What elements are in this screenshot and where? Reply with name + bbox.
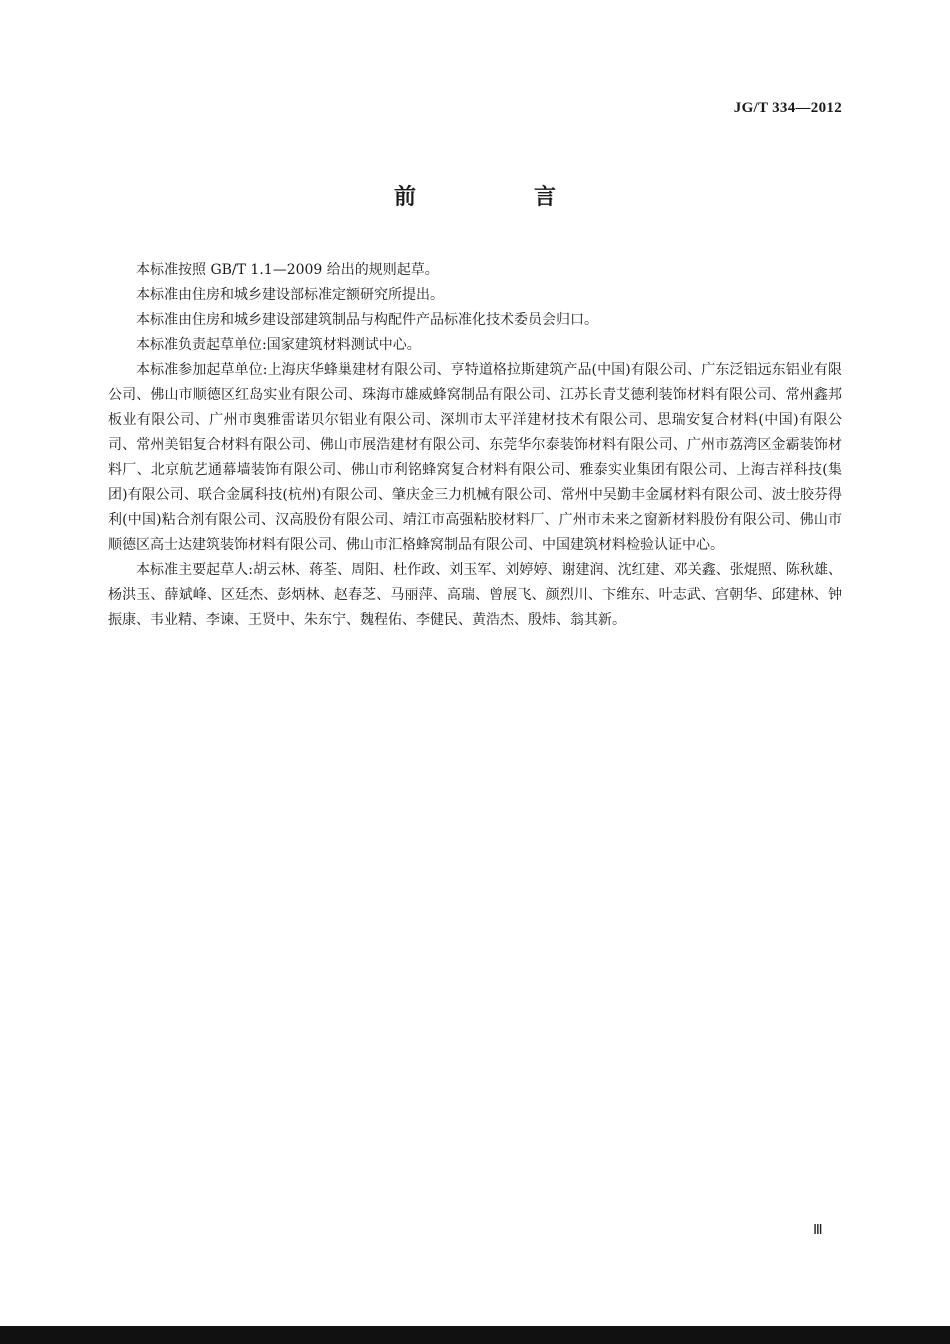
page-number: Ⅲ: [813, 1223, 823, 1238]
page-title: 前 言: [393, 185, 604, 210]
paragraph-centralizing-unit: 本标准由住房和城乡建设部建筑制品与构配件产品标准化技术委员会归口。: [136, 312, 598, 328]
paragraph-responsible-unit: 本标准负责起草单位:国家建筑材料测试中心。: [136, 337, 421, 353]
paragraph-proposer: 本标准由住房和城乡建设部标准定额研究所提出。: [136, 287, 444, 303]
standard-code: JG/T 334—2012: [733, 100, 842, 116]
bottom-border: [0, 1326, 950, 1344]
paragraph-main-drafters: 本标准主要起草人:胡云林、蒋荃、周阳、杜作政、刘玉军、刘婷婷、谢建润、沈红建、邓关鑫、张焜照、陈秋雄、杨洪玉、薛斌峰、区廷杰、彭炳林、赵春芝、马丽萍、高瑞、曾展飞、颜烈川、卞维东、叶志武、宫朝华、邱建林、钟振康、韦业精、李谏、王贤中、朱东宁、魏程佑、李健民、黄浩杰、殷炜、翁其新。: [108, 562, 842, 628]
foreword-body: [108, 258, 842, 633]
paragraph-drafting-rules: 本标准按照 GB/T 1.1—2009 给出的规则起草。: [136, 262, 439, 278]
paragraph-participating-units: 本标准参加起草单位:上海庆华蜂巢建材有限公司、亨特道格拉斯建筑产品(中国)有限公司、广东泛铝远东铝业有限公司、佛山市顺德区红岛实业有限公司、珠海市雄威蜂窝制品有限公司、江苏长青艾德利装饰材料有限公司、常州鑫邦板业有限公司、广州市奥雅雷诺贝尔铝业有限公司、深圳市太平洋建材技术有限公司、思瑞安复合材料(中国)有限公司、常州美铝复合材料有限公司、佛山市展浩建材有限公司、东莞华尔泰装饰材料有限公司、广州市荔湾区金霸装饰材料厂、北京航艺通幕墙装饰有限公司、佛山市利铭蜂窝复合材料有限公司、雅泰实业集团有限公司、上海吉祥科技(集团)有限公司、联合金属科技(杭州)有限公司、肇庆金三力机械有限公司、常州中吴勤丰金属材料有限公司、波士胶芬得利(中国)粘合剂有限公司、汉高股份有限公司、靖江市高强粘胶材料厂、广州市未来之窗新材料股份有限公司、佛山市顺德区高士达建筑装饰材料有限公司、佛山市汇格蜂窝制品有限公司、中国建筑材料检验认证中心。: [108, 362, 842, 553]
